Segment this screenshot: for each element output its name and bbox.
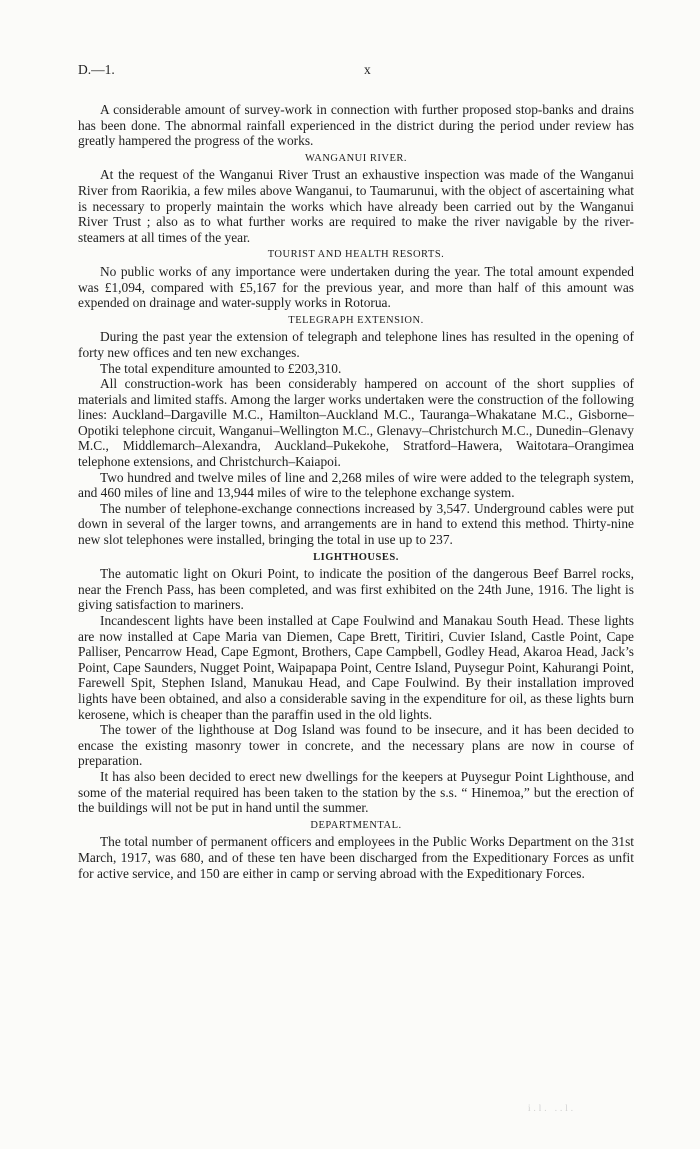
paragraph: Two hundred and twelve miles of line and 2,268 miles of wire were added to the telegraph system, and 460 miles of line and 13,944 miles of wire to the telephone exchange system. <box>78 469 634 501</box>
paragraph: Incandescent lights have been installed at Cape Foulwind and Manakau South Head. These lights are now installed at Cape Maria van Diemen, Cape Brett, Tiritiri, Cuvier Island, Castle Point, Cape Palliser, Pencarrow Head, Cape Egmont, Brothers, Cape Campbell, Godley Head, Akaroa Head, Jack’s Point, Cape Saunders, Nugget Point, Waipapapa Point, Centre Island, Puysegur Point, Kahurangi Point, Farewell Spit, Stephen Island, Manukau Head, and Cape Foulwind. By their installation improved lights have been obtained, and also a considerable saving in the expenditure for oil, as these lights burn kerosene, which is cheaper than the paraffin used in the old lights. <box>78 613 634 722</box>
section-heading: TELEGRAPH EXTENSION. <box>288 314 424 326</box>
section-heading: TOURIST AND HEALTH RESORTS. <box>267 249 445 261</box>
document-reference: D.—1. <box>78 62 115 77</box>
page-header <box>78 62 634 82</box>
faint-stamp: i.l. ..l. <box>528 1103 577 1113</box>
section-heading: WANGANUI RIVER. <box>305 152 407 164</box>
page-number: x <box>364 62 371 77</box>
section-heading: LIGHTHOUSES. <box>313 551 399 563</box>
paragraph: The number of telephone-exchange connections increased by 3,547. Underground cables were put down in several of the larger towns, and arrangements are in hand to extend this method. Thirty-nine new slot telephones were installed, bringing the total in use up to 237. <box>78 500 634 548</box>
document-body <box>78 102 634 881</box>
paragraph: No public works of any importance were undertaken during the year. The total amount expended was £1,094, compared with £5,167 for the previous year, and more than half of this amount was expended on drainage and water-supply works in Rotorua. <box>78 263 634 311</box>
paragraph: During the past year the extension of telegraph and telephone lines has resulted in the opening of forty new offices and ten new exchanges. <box>78 329 634 360</box>
paragraph: At the request of the Wanganui River Trust an exhaustive inspection was made of the Wanganui River from Raorikia, a few miles above Wanganui, to Taumarunui, with the object of ascertaining what is necessary to properly maintain the works which have already been carried out by the Wanganui River Trust ; also as to what further works are required to make the river navigable by the river-steamers at all times of the year. <box>78 167 634 245</box>
paragraph: A considerable amount of survey-work in connection with further proposed stop-banks and drains has been done. The abnormal rainfall experienced in the district during the period under review has greatly hampered the progress of the works. <box>78 102 634 149</box>
paragraph: The automatic light on Okuri Point, to indicate the position of the dangerous Beef Barrel rocks, near the French Pass, has been completed, and was first exhibited on the 24th June, 1916. The light is giving satisfaction to mariners. <box>78 566 634 613</box>
paragraph: The total number of permanent officers and employees in the Public Works Department on the 31st March, 1917, was 680, and of these ten have been discharged from the Expeditionary Forces as unfit for active service, and 150 are either in camp or serving abroad with the Expeditionary Forces. <box>78 834 634 881</box>
paragraph: All construction-work has been considerably hampered on account of the short supplies of materials and limited staffs. Among the larger works undertaken were the construction of the following lines: Auckland–Dargaville M.C., Hamilton–Auckland M.C., Tauranga–Whakatane M.C., Gisborne–Opotiki telephone circuit, Wanganui–Wellington M.C., Glenavy–Christchurch M.C., Dunedin–Glenavy M.C., Middlemarch–Alexandra, Auckland–Pukekohe, Stratford–Hawera, Waitotara–Orangimea telephone extensions, and Christchurch–Kaiapoi. <box>78 376 634 470</box>
paragraph: It has also been decided to erect new dwellings for the keepers at Puysegur Point Lighthouse, and some of the material required has been taken to the station by the s.s. “ Hinemoa,” but the erection of the buildings will not be put in hand until the summer. <box>78 768 634 816</box>
paragraph: The total expenditure amounted to £203,310. <box>100 360 342 376</box>
section-heading: DEPARTMENTAL. <box>310 819 402 831</box>
paragraph: The tower of the lighthouse at Dog Island was found to be insecure, and it has been decided to encase the existing masonry tower in concrete, and the necessary plans are now in course of preparation. <box>78 722 634 769</box>
